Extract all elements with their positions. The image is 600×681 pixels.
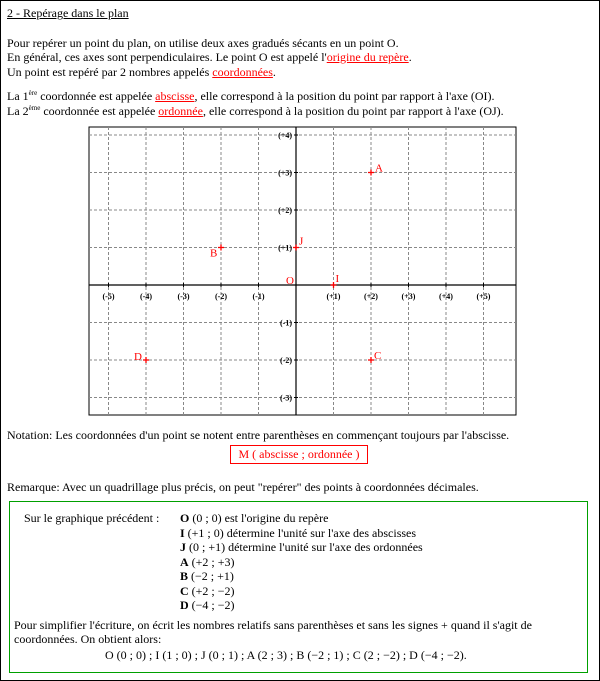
intro-line-1: Pour repérer un point du plan, on utilise deux axes gradués sécants en un point O. [7, 36, 399, 50]
summary-point-name: I [180, 525, 185, 540]
y-tick-label: (+2) [278, 206, 292, 215]
y-tick-label: (+3) [278, 168, 292, 178]
x-tick-label: (+5) [476, 292, 491, 301]
x-tick-label: (-1) [252, 292, 265, 301]
abscissa-line: La 1ère coordonnée est appelée abscisse, elle correspond à la position du point par rapport à l'axe (OI). [7, 89, 495, 103]
summary-row-b [180, 569, 234, 583]
summary-row-c [180, 584, 235, 598]
x-tick-label: (+3) [401, 292, 416, 301]
notation-text: Notation: Les coordonnées d'un point se notent entre parenthèses en commençant toujours par l'abscisse. [7, 428, 510, 442]
origin-link[interactable]: origine du repère [326, 50, 409, 64]
summary-point-desc: (+2 ; −2) [188, 583, 235, 598]
x-tick-label: (+1) [326, 292, 341, 301]
simplify-line-1: Pour simplifier l'écriture, on écrit les nombres relatifs sans parenthèses et sans les signes + quand il s'agit de [14, 618, 532, 632]
section-title: 2 - Repérage dans le plan [7, 6, 129, 20]
summary-row-j [180, 540, 423, 554]
summary-point-name: C [180, 583, 189, 598]
x-tick-label: (-4) [140, 292, 152, 301]
y-tick-label: (-3) [280, 393, 292, 403]
summary-row-o [180, 511, 328, 525]
summary-row-a [180, 555, 235, 569]
y-tick-label: (-2) [280, 356, 292, 365]
x-tick-label: (+4) [439, 292, 453, 301]
final-coordinates: O (0 ; 0) ; I (1 ; 0) ; J (0 ; 1) ; A (2 ; 3) ; B (−2 ; 1) ; C (2 ; −2) ; D (−4 ; −2). [105, 648, 467, 662]
point-o-label: O [286, 275, 294, 287]
point-c-label: C [374, 350, 382, 362]
remark-text: Remarque: Avec un quadrillage plus précis, on peut "repérer" des points à coordonnées décimales. [7, 480, 479, 494]
x-tick-label: (-5) [102, 292, 115, 301]
summary-point-name: A [180, 554, 189, 569]
y-tick-label: (+1) [278, 243, 292, 253]
summary-point-name: J [180, 540, 186, 554]
simplify-line-2: coordonnées. On obtient alors: [14, 632, 162, 646]
x-tick-label: (-2) [215, 292, 227, 301]
y-tick-label: (+4) [278, 131, 292, 140]
plot-border [89, 127, 516, 415]
point-d-label: D [134, 351, 142, 363]
summary-point-desc: (0 ; 0) est l'origine du repère [189, 511, 329, 525]
summary-point-desc: (+1 ; 0) détermine l'unité sur l'axe des abscisses [184, 525, 417, 540]
point-j-label: J [299, 235, 304, 248]
summary-row-d [180, 598, 235, 612]
point-i-label: I [335, 273, 340, 285]
summary-point-desc: (−4 ; −2) [188, 598, 235, 612]
summary-point-desc: (0 ; +1) détermine l'unité sur l'axe des ordonnées [186, 540, 423, 554]
x-tick-label: (+2) [364, 292, 378, 301]
summary-label: Sur le graphique précédent : [24, 511, 160, 525]
abscissa-link[interactable]: abscisse [155, 89, 195, 103]
point-a-label: A [375, 162, 383, 175]
grid-lines [89, 127, 516, 415]
point-b-label: B [210, 247, 218, 260]
summary-point-desc: (−2 ; +1) [188, 569, 234, 583]
intro-line-2: En général, ces axes sont perpendiculaires. Le point O est appelé l'origine du repère. [7, 50, 412, 64]
summary-point-name: B [180, 569, 189, 583]
ordinate-line: La 2ème coordonnée est appelée ordonnée, elle correspond à la position du point par rapport à l'axe (OJ). [7, 104, 504, 118]
x-tick-label: (-3) [177, 292, 190, 301]
axis-ticks [103, 131, 491, 403]
axes [89, 127, 516, 415]
y-tick-label: (-1) [280, 318, 292, 328]
coordinates-link[interactable]: coordonnées [212, 65, 273, 79]
intro-line-3: Un point est repéré par 2 nombres appelés coordonnées. [7, 65, 276, 79]
summary-point-name: O [180, 511, 190, 525]
summary-point-desc: (+2 ; +3) [188, 554, 235, 569]
summary-row-i [180, 526, 416, 540]
summary-point-name: D [180, 598, 189, 612]
notation-box: M ( abscisse ; ordonnée ) [230, 445, 368, 464]
ordinate-link[interactable]: ordonnée [158, 104, 203, 118]
summary-box [9, 501, 588, 673]
